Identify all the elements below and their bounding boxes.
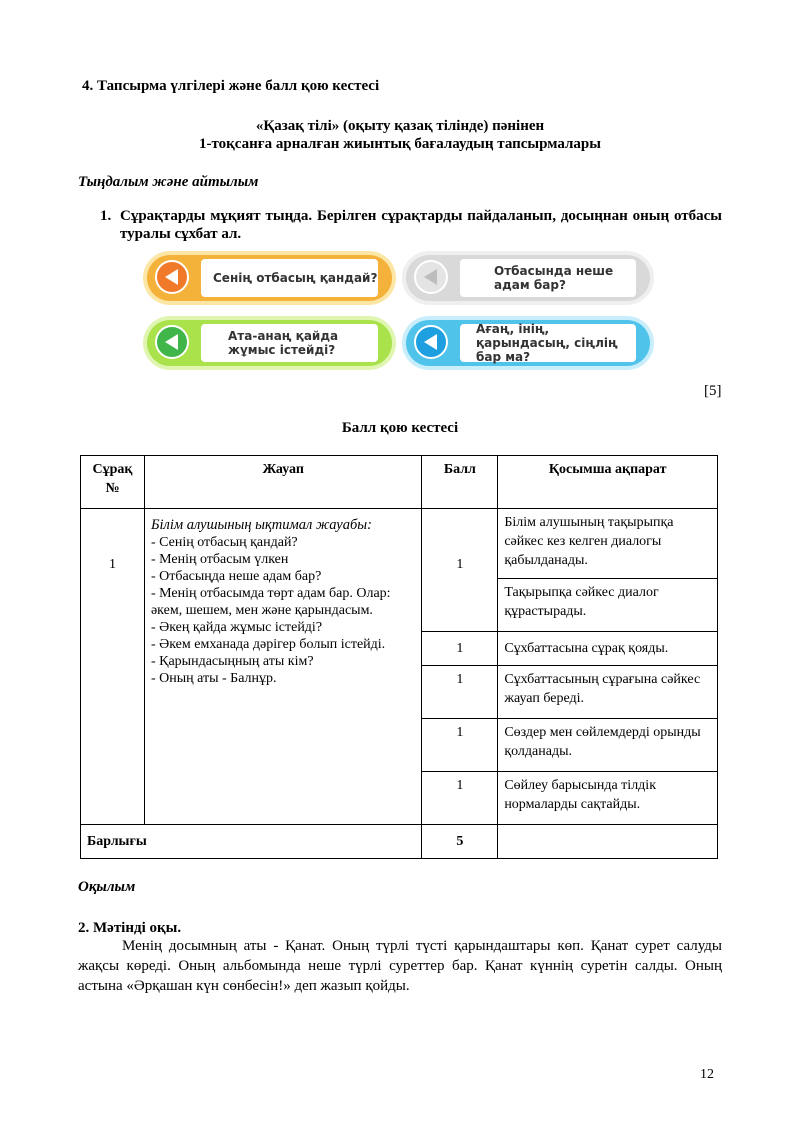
page-number: 12	[700, 1067, 714, 1082]
play-arrow-icon	[414, 325, 448, 359]
answer-line: - Оның аты - Балнұр.	[150, 671, 277, 686]
answer-line: - Менің отбасымда төрт адам бар. Олар: әкем, шешем, мен және қарындасым.	[150, 586, 391, 618]
answer-line: - Менің отбасым үлкен	[150, 552, 289, 567]
play-arrow-icon	[155, 260, 189, 294]
reading-paragraph: Менің досымның аты - Қанат. Оның түрлі түсті қарындаштары көп. Қанат сурет салуды жақсы көреді. Оның альбомында неше түрлі суреттер бар. Қанат күннің суретін салды. Оның астына «Әрқашан күн сөнбесін!» деп жазып қойды.	[78, 938, 722, 994]
question-card-3	[143, 316, 396, 370]
task-1-score: [5]	[704, 383, 722, 399]
task-1-number: 1.	[100, 208, 112, 224]
score-cell: 1	[422, 772, 498, 825]
score-cell: 1	[422, 666, 498, 719]
info-cell: Сөздер мен сөйлемдерді орынды қолданады.	[498, 719, 718, 772]
task-1-text: Сұрақтарды мұқият тыңда. Берілген сұрақтарды пайдаланып, досыңнан оның отбасы туралы сұхбат ал.	[120, 208, 722, 242]
answer-line: - Сенің отбасың қандай?	[150, 535, 298, 550]
answer-line: - Қарындасыңның аты кім?	[150, 654, 314, 669]
table-row	[81, 509, 718, 579]
total-value: 5	[422, 825, 498, 859]
task-2-heading: 2. Мәтінді оқы.	[78, 920, 182, 936]
play-arrow-icon	[155, 325, 189, 359]
header-answer: Жауап	[144, 456, 421, 509]
question-card-1	[143, 251, 396, 305]
section-heading: 4. Тапсырма үлгілері және балл қою кестесі	[82, 78, 380, 94]
info-cell: Сөйлеу барысында тілдік нормаларды сақтайды.	[498, 772, 718, 825]
play-arrow-icon	[414, 260, 448, 294]
score-cell: 1	[422, 719, 498, 772]
document-title-line-1: «Қазақ тілі» (оқыту қазақ тілінде) пәнінен	[255, 118, 545, 134]
question-card-3-text: Ата-анаң қайда жұмыс істейді?	[228, 329, 339, 357]
question-card-2	[402, 251, 654, 305]
scoring-table	[80, 455, 718, 859]
header-additional-info: Қосымша ақпарат	[498, 456, 718, 509]
subheading-listening: Тыңдалым және айтылым	[78, 174, 259, 190]
score-cell: 1	[422, 632, 498, 666]
subheading-reading: Оқылым	[78, 879, 136, 895]
question-card-4	[402, 316, 654, 370]
info-cell: Сұхбаттасына сұрақ қояды.	[498, 632, 718, 666]
document-title-line-2: 1-тоқсанға арналған жиынтық бағалаудың тапсырмалары	[199, 136, 601, 152]
question-card-4-text: Ағаң, інің, қарындасың, сіңлің бар ма?	[476, 322, 618, 364]
answer-title: Білім алушының ықтимал жауабы:	[150, 517, 372, 533]
table-title: Балл қою кестесі	[341, 420, 459, 436]
task-1	[100, 207, 722, 243]
info-cell: Сұхбаттасының сұрағына сәйкес жауап береді.	[498, 666, 718, 719]
answer-line: - Отбасыңда неше адам бар?	[150, 569, 322, 584]
question-card-2-text: Отбасында неше адам бар?	[494, 264, 614, 292]
answer-line: - Әкем емханада дәрігер болып істейді.	[150, 637, 386, 652]
answer-line: - Әкең қайда жұмыс істейді?	[150, 620, 323, 635]
answer-cell	[144, 509, 421, 825]
info-cell: Білім алушының тақырыпқа сәйкес кез келген диалогы қабылданады.	[498, 509, 718, 579]
total-empty-cell	[498, 825, 718, 859]
table-header-row	[81, 456, 718, 509]
header-score: Балл	[422, 456, 498, 509]
total-label: Барлығы	[81, 825, 422, 859]
question-number-cell: 1	[81, 509, 145, 825]
score-cell: 1	[422, 509, 498, 632]
table-total-row	[81, 825, 718, 859]
info-cell: Тақырыпқа сәйкес диалог құрастырады.	[498, 579, 718, 632]
header-question-number: Сұрақ №	[81, 456, 145, 509]
question-card-1-text: Сенің отбасың қандай?	[213, 271, 378, 285]
